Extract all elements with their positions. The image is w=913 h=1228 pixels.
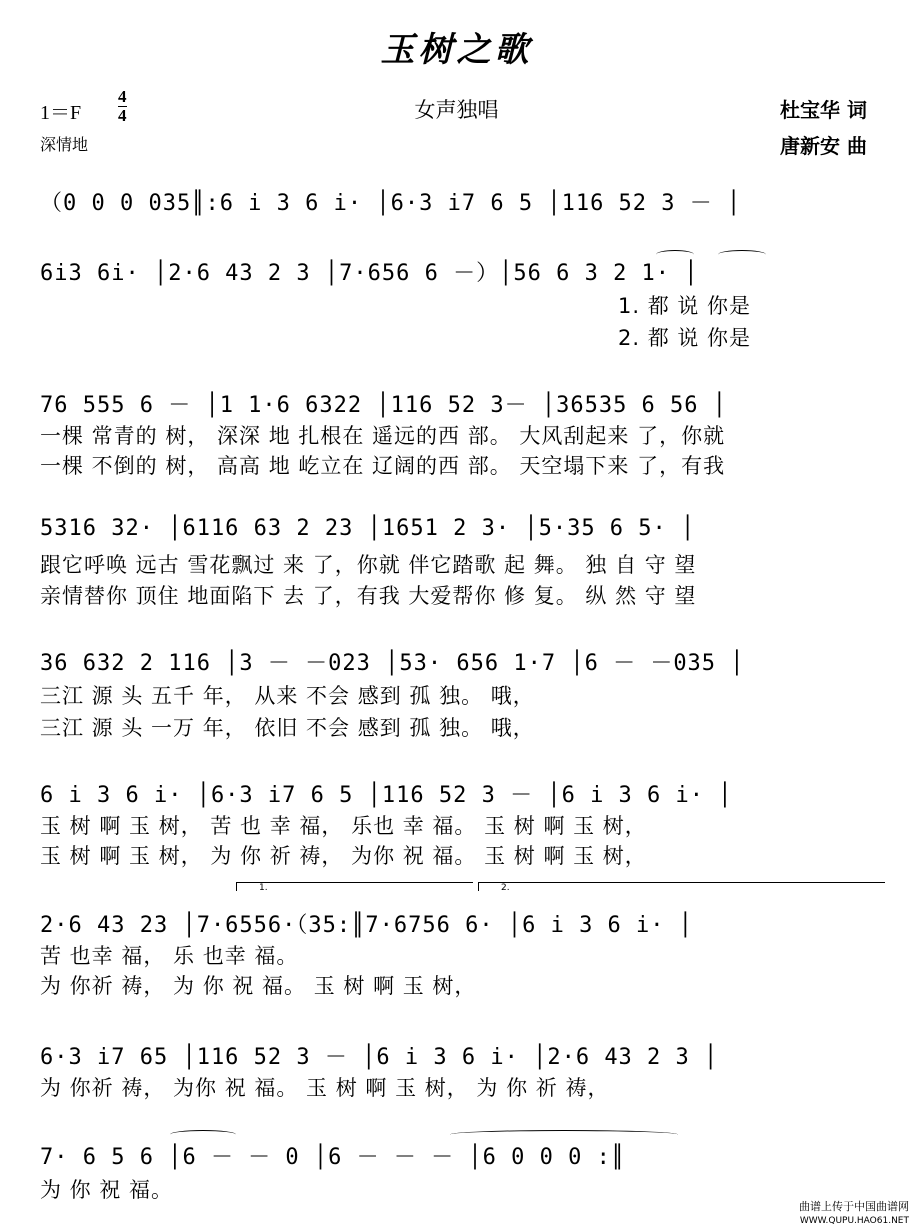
lyric-line: 1. 都 说 你是 bbox=[618, 294, 752, 318]
lyricist-credit: 杜宝华 词 bbox=[780, 98, 867, 122]
notation-line: 76 555 6 － │1 1·6 6322 │116 52 3－ │36535 6 56 │ bbox=[40, 393, 728, 418]
notation-line: 2·6 43 23 │7·6556·（35:║7·6756 6· │6 i 3 6 i· │ bbox=[40, 913, 694, 938]
slur-mark bbox=[718, 250, 766, 259]
notation-line: （0 0 0 035║:6 i 3 6 i· │6·3 i7 6 5 │116 52 3 － │ bbox=[40, 191, 742, 216]
lyric-line: 亲情替你 顶住 地面陷下 去 了，有我 大爱帮你 修 复。 纵 然 守 望 bbox=[40, 584, 697, 608]
notation-line: 7· 6 5 6 │6 － － 0 │6 － － － │6 0 0 0 :║ bbox=[40, 1145, 626, 1170]
time-signature-bottom: 4 bbox=[118, 106, 127, 125]
slur-mark bbox=[450, 1130, 678, 1139]
slur-mark bbox=[656, 250, 694, 259]
lyric-line: 苦 也幸 福， 乐 也幸 福。 bbox=[40, 944, 299, 968]
lyric-line: 玉 树 啊 玉 树， 苦 也 幸 福， 乐也 幸 福。 玉 树 啊 玉 树， bbox=[40, 814, 647, 838]
lyric-line: 玉 树 啊 玉 树， 为 你 祈 祷， 为你 祝 福。 玉 树 啊 玉 树， bbox=[40, 844, 647, 868]
lyric-line: 2. 都 说 你是 bbox=[618, 326, 752, 350]
watermark-url: WWW.QUPU.HAO61.NET bbox=[799, 1216, 909, 1226]
song-title: 玉树之歌 bbox=[380, 30, 533, 70]
notation-line: 6i3 6i· │2·6 43 2 3 │7·656 6 －）│56 6 3 2 1· │ bbox=[40, 261, 699, 286]
lyric-line: 为 你祈 祷， 为 你 祝 福。 玉 树 啊 玉 树， bbox=[40, 974, 477, 998]
performance-type: 女声独唱 bbox=[414, 98, 499, 122]
key-signature: 1＝F bbox=[40, 102, 82, 124]
second-ending-label: 2. bbox=[501, 883, 510, 893]
first-ending-bracket bbox=[236, 882, 473, 891]
watermark-text: 曲谱上传于中国曲谱网 bbox=[799, 1200, 909, 1213]
notation-line: 6 i 3 6 i· │6·3 i7 6 5 │116 52 3 － │6 i 3 6 i· │ bbox=[40, 783, 733, 808]
lyric-line: 一棵 不倒的 树， 高高 地 屹立在 辽阔的西 部。 天空塌下来 了，有我 bbox=[40, 454, 726, 478]
lyric-line: 三江 源 头 一万 年， 依旧 不会 感到 孤 独。 哦， bbox=[40, 716, 535, 740]
time-signature-top: 4 bbox=[118, 87, 127, 106]
tempo-marking: 深情地 bbox=[40, 135, 89, 154]
notation-line: 36 632 2 116 │3 － －023 │53· 656 1·7 │6 － －035 │ bbox=[40, 651, 745, 676]
notation-line: 6·3 i7 65 │116 52 3 － │6 i 3 6 i· │2·6 43 2 3 │ bbox=[40, 1045, 719, 1070]
lyric-line: 为 你 祝 福。 bbox=[40, 1178, 174, 1202]
slur-mark bbox=[170, 1130, 236, 1139]
first-ending-label: 1. bbox=[259, 883, 268, 893]
notation-line: 5316 32· │6116 63 2 23 │1651 2 3· │5·35 6 5· │ bbox=[40, 516, 696, 541]
lyric-line: 一棵 常青的 树， 深深 地 扎根在 遥远的西 部。 大风刮起来 了，你就 bbox=[40, 424, 726, 448]
second-ending-bracket bbox=[478, 882, 885, 891]
lyric-line: 三江 源 头 五千 年， 从来 不会 感到 孤 独。 哦， bbox=[40, 684, 535, 708]
lyric-line: 跟它呼唤 远古 雪花飘过 来 了，你就 伴它踏歌 起 舞。 独 自 守 望 bbox=[40, 553, 697, 577]
composer-credit: 唐新安 曲 bbox=[780, 134, 867, 158]
lyric-line: 为 你祈 祷， 为你 祝 福。 玉 树 啊 玉 树， 为 你 祈 祷， bbox=[40, 1076, 610, 1100]
